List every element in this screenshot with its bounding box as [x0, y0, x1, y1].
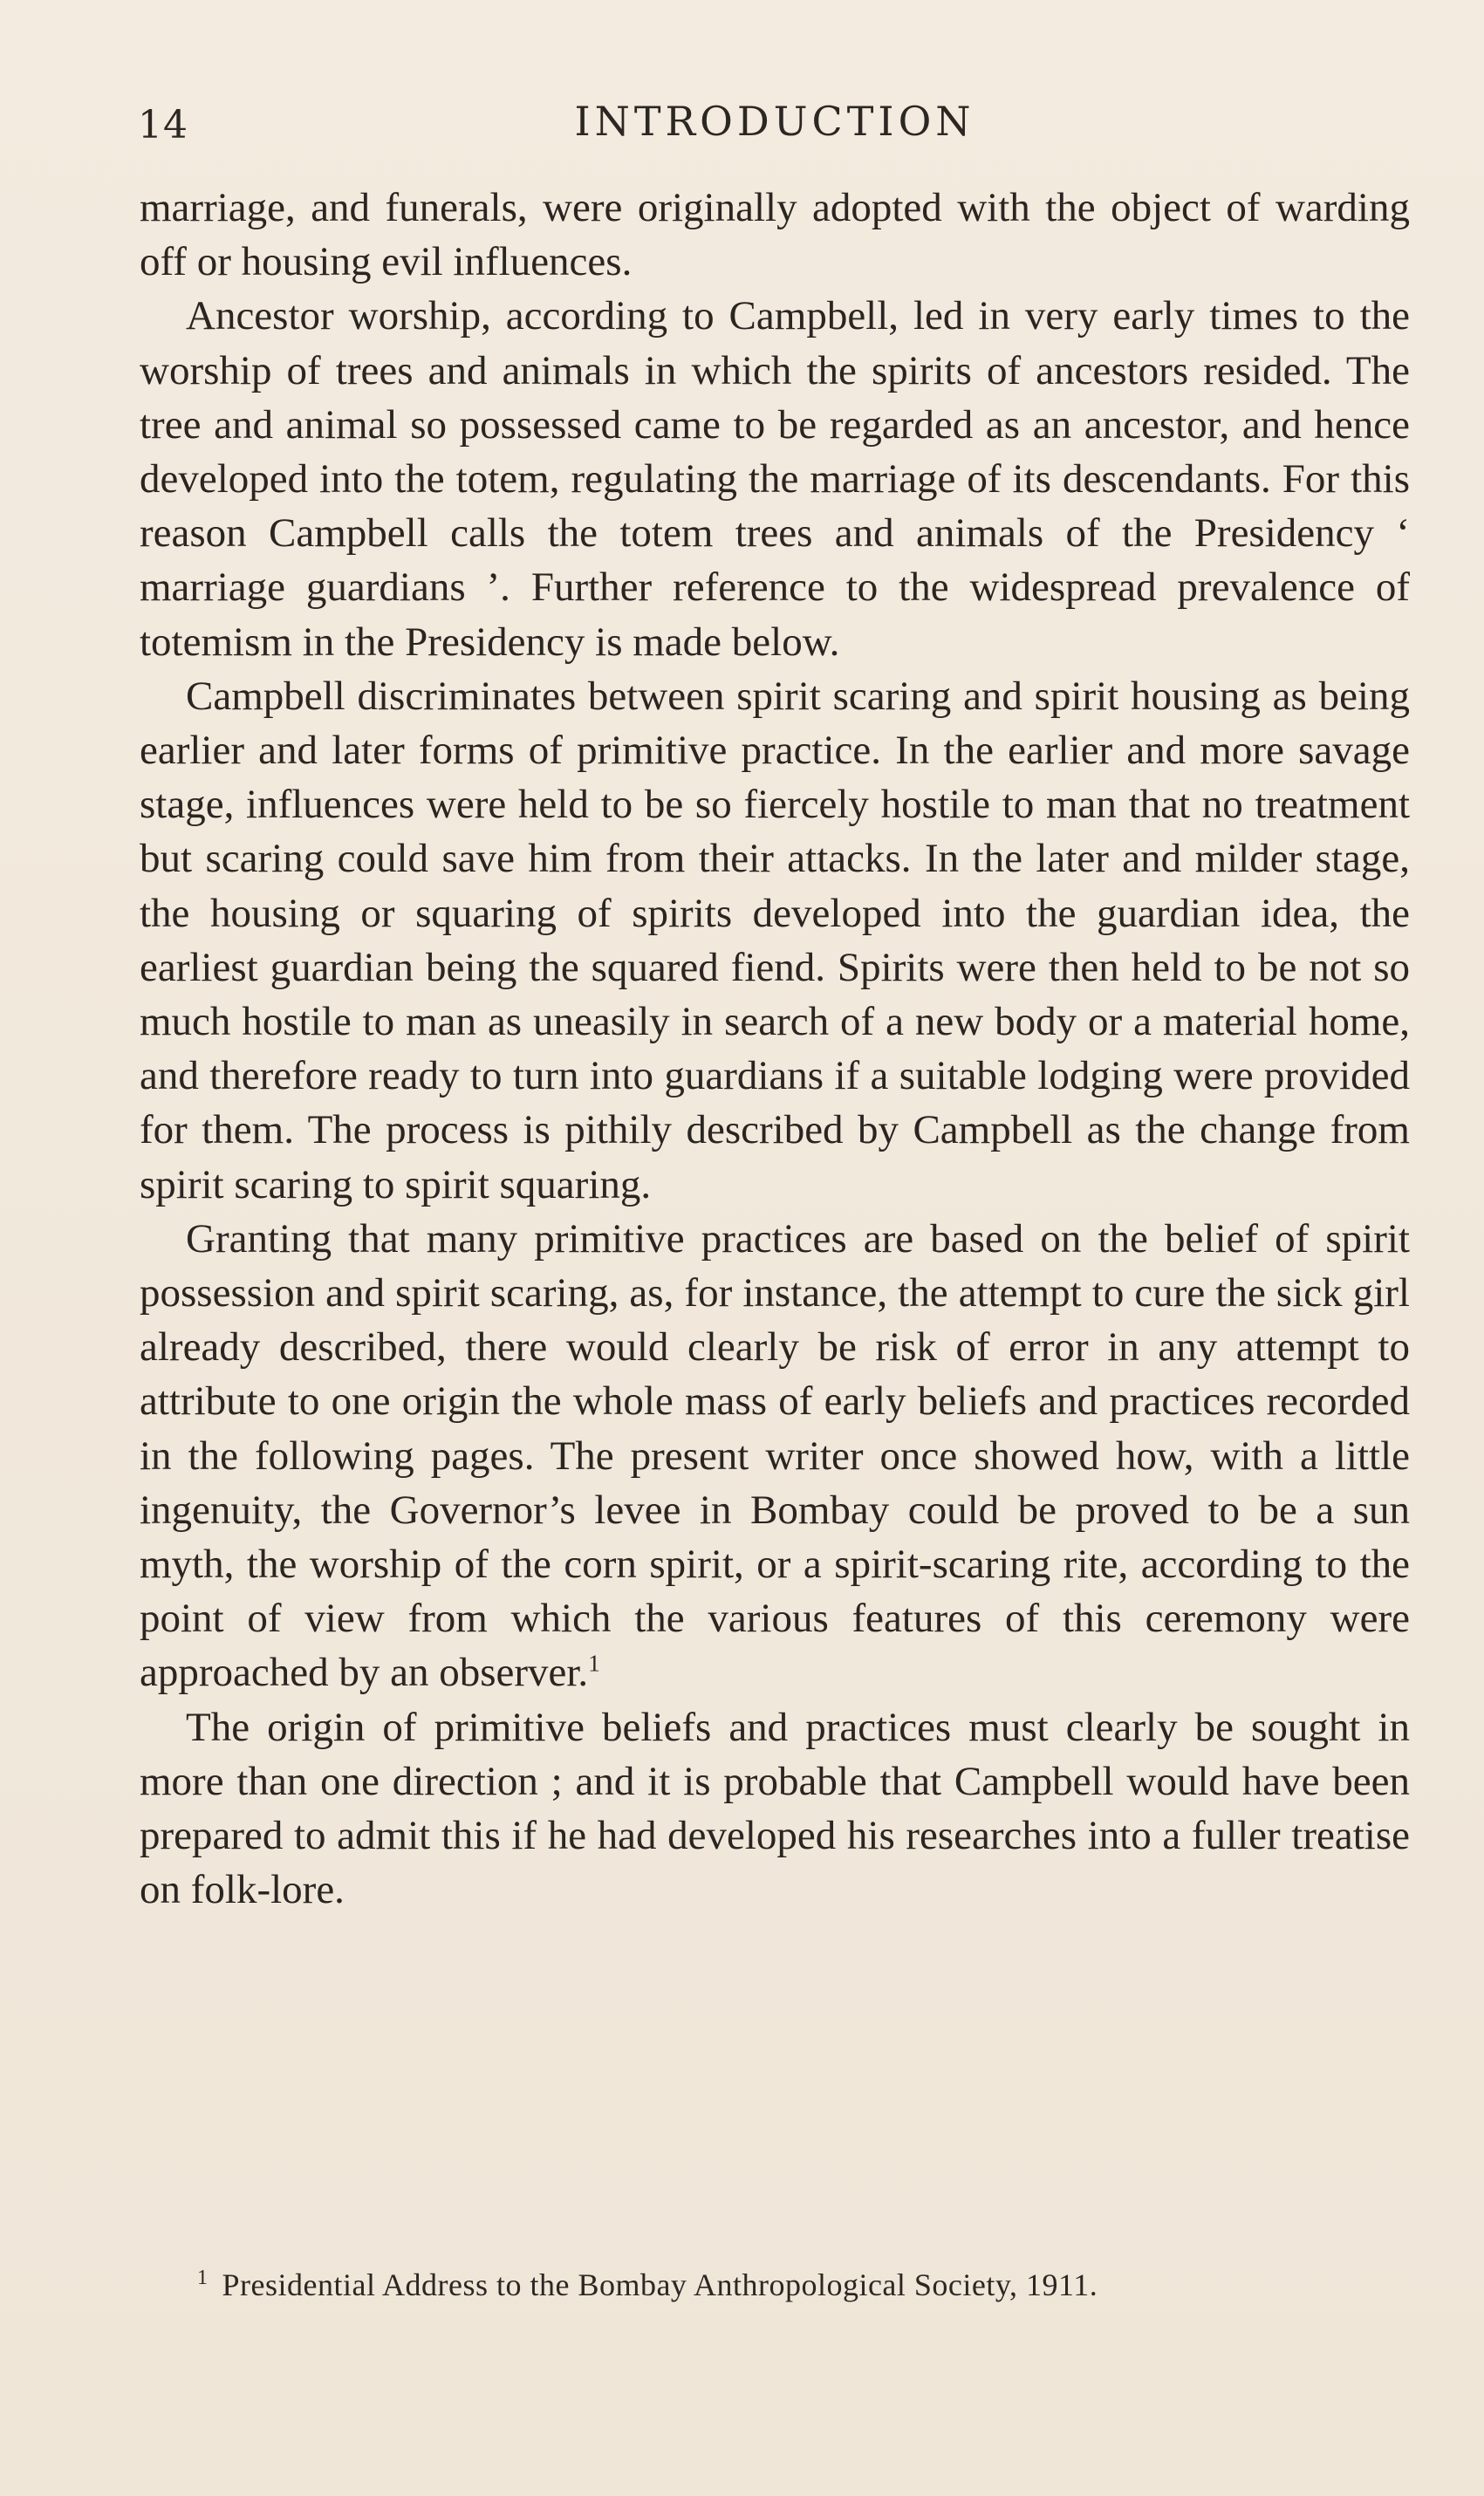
footnote-marker: 1: [197, 2267, 209, 2289]
paragraph-continued: marriage, and funerals, were originally adopted with the object of warding off or housing evil influences.: [140, 185, 1410, 285]
paragraph-granting-text: Granting that many primitive practices are based on the belief of spirit possession and spirit scaring, as, for instance, the attempt to cure the sick girl already described, there would clearly be risk of error in any attempt to attribute to one origin the whole mass of early beliefs and practices recorded in the following pages. The present writer once showed how, with a little ingenuity, the Governor’s levee in Bombay could be proved to be a sun myth, the worship of the corn spirit, or a spirit-scaring rite, according to the point of view from which the various features of this ceremony were approached by an observer.: [140, 1215, 1410, 1696]
paragraph-ancestor-worship: Ancestor worship, according to Campbell, led in very early times to the worship of trees and animals in which the spirits of ancestors resided. The tree and animal so possessed came to be regarded as an ancestor, and hence developed into the totem, regulating the marriage of its descendants. For this reason Campbell calls the totem trees and animals of the Presidency ‘ marriage guardians ’. Further reference to the widespread prevalence of totemism in the Presidency is made below.: [140, 293, 1410, 665]
paragraph-origin: The origin of primitive beliefs and practices must clearly be sought in more than one direction ; and it is probable that Campbell would have been prepared to admit this if he had developed his researches into a fuller treatise on folk-lore.: [140, 1704, 1410, 1913]
running-head: INTRODUCTION: [574, 98, 975, 145]
footnote-reference: 1: [588, 1650, 600, 1677]
paragraph-granting: [140, 1212, 1410, 1700]
page-header: [138, 98, 1412, 159]
body-text: [140, 181, 1410, 1918]
page-number: 14: [138, 103, 188, 147]
footnote-text: Presidential Address to the Bombay Anthropological Society, 1911.: [222, 2267, 1098, 2302]
footnote: [197, 2265, 1098, 2305]
paragraph-spirit-scaring: Campbell discriminates between spirit scaring and spirit housing as being earlier and later forms of primitive practice. In the earlier and more savage stage, influences were held to be so fiercely hostile to man that no treatment but scaring could save him from their attacks. In the later and milder stage, the housing or squaring of spirits developed into the guardian idea, the earliest guardian being the squared fiend. Spirits were then held to be not so much hostile to man as uneasily in search of a new body or a material home, and therefore ready to turn into guardians if a suitable lodging were provided for them. The process is pithily described by Campbell as the change from spirit scaring to spirit squaring.: [140, 673, 1410, 1207]
